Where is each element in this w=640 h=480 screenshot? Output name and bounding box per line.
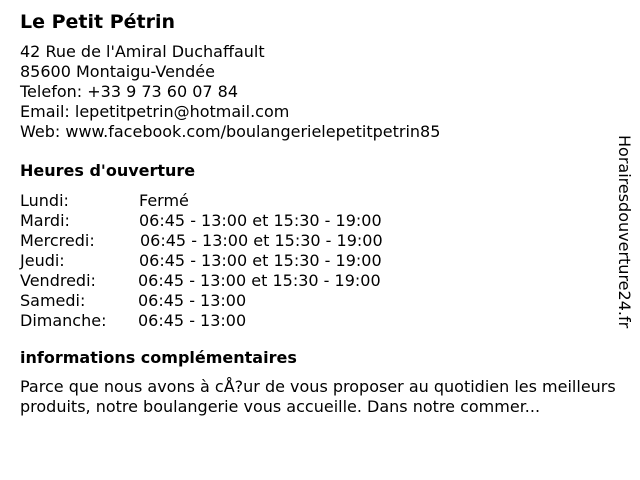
hours-row	[20, 271, 620, 291]
day-label: Mardi:	[20, 211, 70, 230]
business-card	[20, 10, 620, 417]
time-value: 06:45 - 13:00 et 15:30 - 19:00	[139, 251, 382, 270]
day-label: Samedi:	[20, 291, 86, 310]
hours-row	[20, 231, 620, 251]
day-label: Lundi:	[20, 191, 69, 210]
time-value: 06:45 - 13:00 et 15:30 - 19:00	[139, 211, 382, 230]
email-line: Email: lepetitpetrin@hotmail.com	[20, 102, 290, 121]
info-text: Parce que nous avons à cÅ?ur de vous proposer au quotidien les meilleurs produits, notre boulangerie vous accueille. Dans notre commer...	[20, 377, 616, 416]
phone-line: Telefon: +33 9 73 60 07 84	[20, 82, 239, 101]
time-value: 06:45 - 13:00 et 15:30 - 19:00	[138, 271, 381, 290]
time-value: 06:45 - 13:00	[138, 311, 247, 330]
watermark-text: Horairesdouverture24.fr	[615, 135, 634, 329]
hours-row	[20, 251, 620, 271]
address-line-1: 42 Rue de l'Amiral Duchaffault	[20, 42, 265, 61]
hours-row	[20, 211, 620, 231]
day-label: Vendredi:	[20, 271, 96, 290]
hours-row	[20, 311, 620, 331]
address-line-2: 85600 Montaigu-Vendée	[20, 62, 215, 81]
hours-table	[20, 191, 620, 331]
hours-row	[20, 291, 620, 311]
day-label: Dimanche:	[20, 311, 107, 330]
day-label: Mercredi:	[20, 231, 95, 250]
hours-heading: Heures d'ouverture	[20, 161, 196, 180]
time-value: 06:45 - 13:00 et 15:30 - 19:00	[140, 231, 383, 250]
business-name: Le Petit Pétrin	[20, 11, 176, 33]
time-value: 06:45 - 13:00	[138, 291, 247, 310]
web-line: Web: www.facebook.com/boulangerielepetitpetrin85	[20, 122, 441, 141]
time-value: Fermé	[139, 191, 189, 210]
info-heading: informations complémentaires	[20, 348, 297, 367]
day-label: Jeudi:	[20, 251, 65, 270]
hours-row	[20, 191, 620, 211]
